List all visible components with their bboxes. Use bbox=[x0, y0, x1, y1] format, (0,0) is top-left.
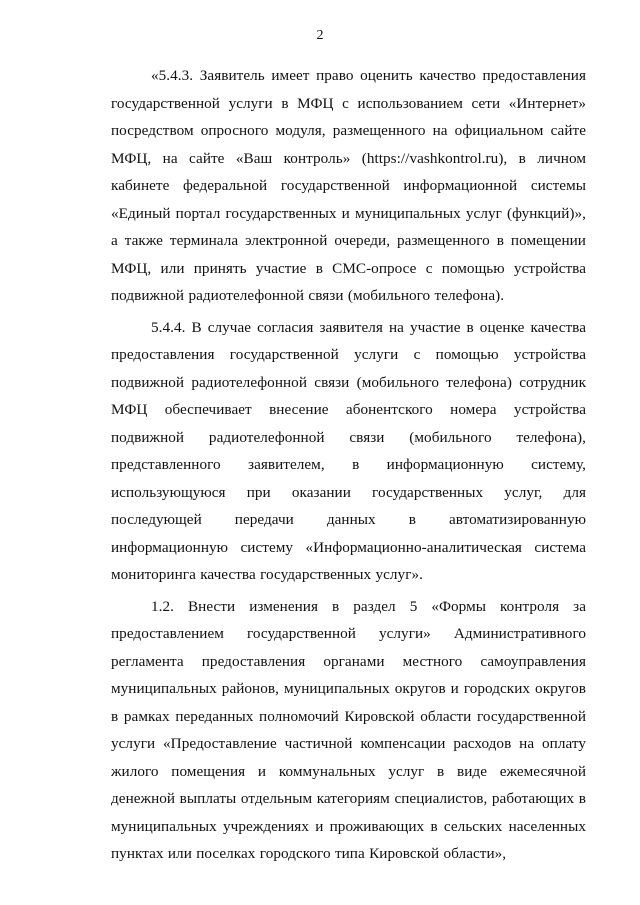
paragraph-5-4-3: «5.4.3. Заявитель имеет право оценить качество предоставления государственной услуги в МФЦ с использованием сети «Интернет» посредством опросного модуля, размещенного на официальном сайте МФЦ, на сайте «Ваш контроль» (https://vashkontrol.ru), в личном кабинете федеральной государственной информационной системы «Единый портал государственных и муниципальных услуг (функций)», а также терминала электронной очереди, размещенного в помещении МФЦ, или принять участие в СМС-опросе с помощью устройства подвижной радиотелефонной связи (мобильного телефона). bbox=[111, 67, 586, 304]
paragraph-5-4-4: 5.4.4. В случае согласия заявителя на участие в оценке качества предоставления государственной услуги с помощью устройства подвижной радиотелефонной связи (мобильного телефона) сотрудник МФЦ обеспечивает внесение абонентского номера устройства подвижной радиотелефонной связи (мобильного телефона), представленного заявителем, в информационную систему, использующуюся при оказании государственных услуг, для последующей передачи данных в автоматизированную информационную систему «Информационно-аналитическая система мониторинга качества государственных услуг». bbox=[111, 318, 586, 583]
page-number: 2 bbox=[316, 28, 324, 43]
paragraph-1-2: 1.2. Внести изменения в раздел 5 «Формы контроля за предоставлением государственной услуги» Административного регламента предоставления органами местного самоуправления муниципальных районов, муниципальных округов и городских округов в рамках переданных полномочий Кировской области государственной услуги «Предоставление частичной компенсации расходов на оплату жилого помещения и коммунальных услуг в виде ежемесячной денежной выплаты отдельным категориям специалистов, работающих в муниципальных учреждениях и проживающих в сельских населенных пунктах или поселках городского типа Кировской области», bbox=[111, 597, 586, 862]
